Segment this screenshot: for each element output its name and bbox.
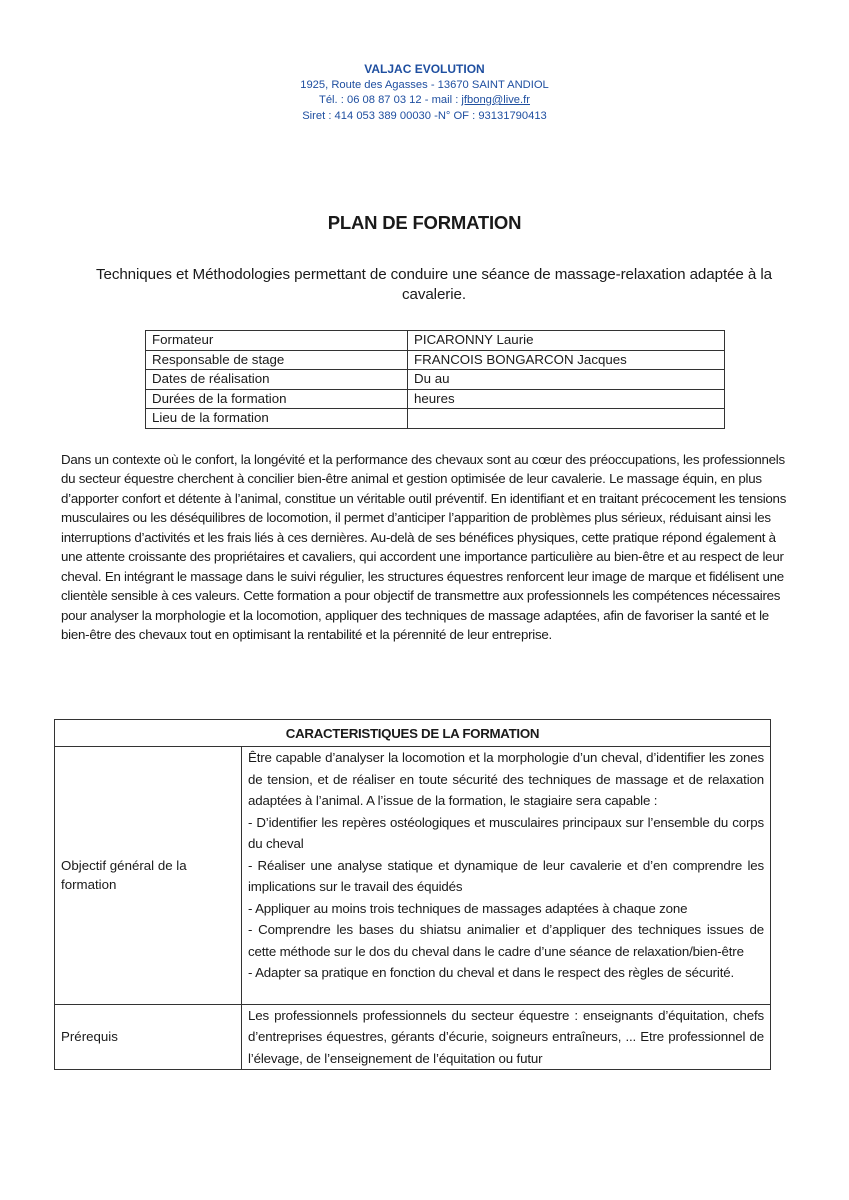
objective-item: - Appliquer au moins trois techniques de massages adaptées à chaque zone	[248, 900, 688, 916]
objective-row	[55, 747, 771, 1005]
page-subtitle: Techniques et Méthodologies permettant de conduire une séance de massage-relaxation adaptée à la cavalerie.	[96, 266, 772, 303]
row-label: Dates de réalisation	[146, 370, 408, 390]
objective-item: - D’identifier les repères ostéologiques et musculaires principaux sur l’ensemble du corps du cheval	[248, 814, 764, 851]
row-value: FRANCOIS BONGARCON Jacques	[408, 350, 725, 370]
objective-intro: Être capable d’analyser la locomotion et la morphologie d’un cheval, d’identifier les zones de tension, et de réaliser en toute sécurité des techniques de massage et de relaxation adaptées à l’animal. A l’issue de la formation, le stagiaire sera capable :	[248, 750, 764, 808]
characteristics-table	[54, 719, 771, 1070]
page-title: PLAN DE FORMATION	[327, 212, 522, 233]
objective-item: - Réaliser une analyse statique et dynamique de leur cavalerie et d’en comprendre les implications sur le travail des équidés	[248, 857, 764, 894]
company-siret: Siret : 414 053 389 00030 -N° OF : 93131790413	[302, 109, 547, 122]
phone-text: Tél. : 06 08 87 03 12 - mail :	[319, 94, 462, 106]
table-row	[146, 331, 725, 351]
objective-content	[242, 747, 771, 1005]
letterhead	[0, 62, 849, 124]
characteristics-heading: CARACTERISTIQUES DE LA FORMATION	[55, 720, 771, 747]
row-label: Lieu de la formation	[146, 409, 408, 429]
table-row	[146, 350, 725, 370]
row-value: Du au	[408, 370, 725, 390]
objective-item: - Adapter sa pratique en fonction du cheval et dans le respect des règles de sécurité.	[248, 965, 735, 980]
row-value: heures	[408, 389, 725, 409]
row-value	[408, 409, 725, 429]
company-contact	[0, 93, 849, 109]
intro-paragraph: Dans un contexte où le confort, la longévité et la performance des chevaux sont au cœur des préoccupations, les professionnels du secteur équestre cherchent à concilier bien-être animal et gestion optimisée de leur cavalerie. Le massage équin, en plus d’apporter confort et détente à l’animal, constitue un véritable outil préventif. En identifiant et en traitant précocement les tensions musculaires ou les déséquilibres de locomotion, il permet d’anticiper l’apparition de problèmes plus sérieux, réduisant ainsi les interruptions d’activités et les frais liés à ces dernières. Au-delà de ses bénéfices physiques, cette pratique répond également à une attente croissante des propriétaires et cavaliers, qui accordent une importance particulière au bien-être et au respect de leur cheval. En intégrant le massage dans le suivi régulier, les structures équestres renforcent leur image de marque et fidélisent une clientèle sensible à ces valeurs. Cette formation a pour objectif de transmettre aux professionnels les compétences nécessaires pour analyser la morphologie et la locomotion, appliquer des techniques de massage adaptées, afin de favoriser la santé et le bien-être des chevaux tout en optimisant la rentabilité et la pérennité de leur entreprise.	[61, 452, 787, 643]
prerequisites-label: Prérequis	[55, 1004, 242, 1070]
email-link[interactable]: jfbong@live.fr	[461, 94, 530, 106]
row-label: Responsable de stage	[146, 350, 408, 370]
row-label: Durées de la formation	[146, 389, 408, 409]
objective-item: - Comprendre les bases du shiatsu animalier et d’appliquer des techniques issues de cette méthode sur le dos du cheval dans le cadre d’une séance de relaxation/bien-être	[248, 922, 764, 959]
table-row	[146, 409, 725, 429]
table-header-row	[55, 720, 771, 747]
table-row	[146, 389, 725, 409]
company-name: VALJAC EVOLUTION	[364, 62, 485, 76]
prerequisites-content: Les professionnels professionnels du secteur équestre : enseignants d’équitation, chefs d’entreprises équestres, gérants d’écurie, soigneurs entraîneurs, ... Etre professionnel de l’élevage, de l’enseignement de l’équitation ou futur	[242, 1004, 771, 1070]
row-label: Formateur	[146, 331, 408, 351]
row-value: PICARONNY Laurie	[408, 331, 725, 351]
company-address: 1925, Route des Agasses - 13670 SAINT ANDIOL	[300, 78, 549, 91]
prerequisites-row	[55, 1004, 771, 1070]
objective-label: Objectif général de la formation	[55, 747, 242, 1005]
training-info-table	[145, 330, 725, 429]
table-row	[146, 370, 725, 390]
